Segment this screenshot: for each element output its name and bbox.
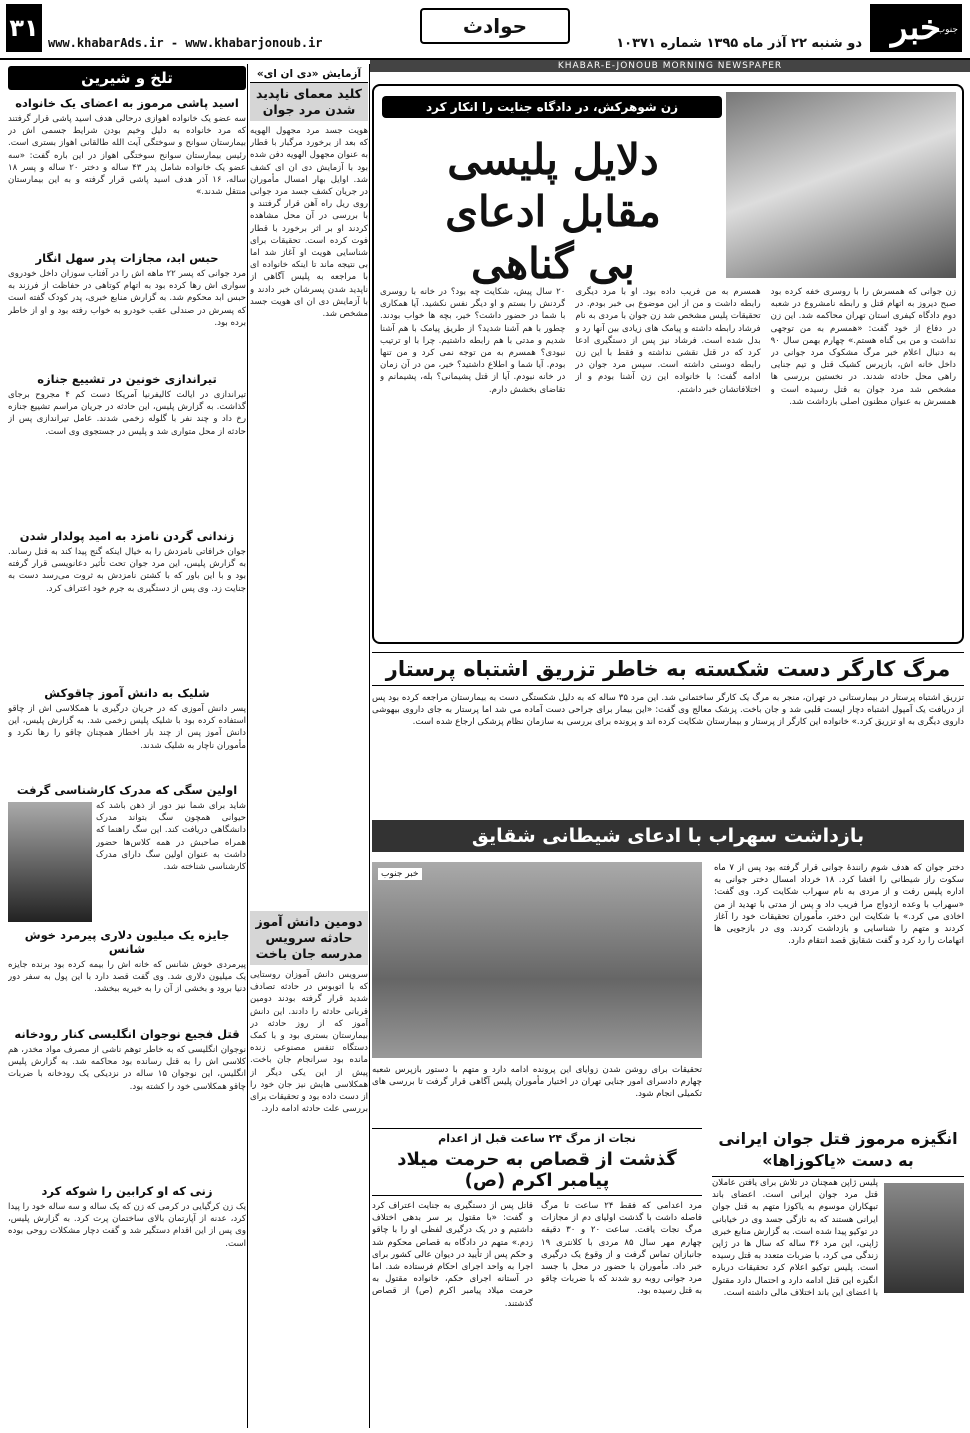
story-text: مرد اعدامی که فقط ۲۴ ساعت تا مرگ فاصله داشت با گذشت اولیای دم از مجازات مرگ نجات یافت. ساعت ۲۰ و ۳۰ دقیقه چهارم مهر سال ۸۵ مردی با کلانتری ۱۹ جانبازان تماس گرفت و از وقوع یک درگیری خبر داد. مأموران با حضور در محل با جسد مرد جوانی روبه رو شدند که با ضربات چاقو به قتل رسیده بود. bbox=[541, 1201, 702, 1297]
short-news-title: زنی که او کرابین را شوکه کرد bbox=[41, 1184, 213, 1198]
yakuza-murder-story bbox=[712, 1128, 964, 1428]
short-news-item bbox=[8, 529, 246, 680]
feature-story bbox=[372, 84, 964, 644]
courtroom-photo bbox=[726, 92, 956, 278]
short-news-text: تیراندازی در ایالت کالیفرنیا آمریکا دست کم ۴ مجروح برجای گذاشت. به گزارش پلیس، این حادثه در جریان مراسم تشییع جنازه رخ داد و چند نفر با گلوله زخمی شدند. عامل تیراندازی پس از حادثه از محل متواری شد و پلیس در جستجوی وی است. bbox=[8, 390, 246, 437]
section-title: حوادث bbox=[420, 8, 570, 44]
short-news-title: شلیک به دانش آموز چاقوکش bbox=[44, 686, 210, 700]
short-news-item bbox=[8, 686, 246, 777]
story-body bbox=[372, 692, 964, 802]
story-headline: مرگ کارگر دست شکسته به خاطر تزریق اشتباه پرستار bbox=[372, 652, 964, 686]
short-news-title: تیراندازی خونین در تشییع جنازه bbox=[37, 372, 217, 386]
story-text: پلیس ژاپن همچنان در تلاش برای یافتن عاملان قتل مرد جوان ایرانی است. اعضای باند تبهکاران موسوم به یاکوزا متهم به قتل جوان ایرانی هستند که به تازگی جسد وی در خیابانی در توکیو پیدا شده است. به گزارش منابع خبری ژاپنی، این مرد ۳۶ ساله که سال ها در ژاپن زندگی می کرد، با ضربات متعدد به قتل رسیده است. پلیس توکیو اعلام کرد تحقیقات درباره انگیزه این قتل ادامه دارد و احتمال دارد مقتول با اعضای این باند اختلاف مالی داشته است. bbox=[712, 1178, 879, 1298]
short-news-item bbox=[8, 251, 246, 366]
article-body: هویت جسد مرد مجهول الهویه که بعد از برخورد مرگبار با قطار به عنوان مجهول الهویه دفن شده بود با آزمایش دی ان ای کشف شد. اوایل بهار امسال مأموران در جریان کشف جسد مرد جوانی روی ریل راه آهن قرار گرفتند و با بررسی در آن محل مشاهده کردند او بر اثر برخورد با قطار فوت کرده است. تحقیقات برای شناسایی هویت او آغاز شد اما بی نتیجه ماند تا اینکه خانواده ای با مراجعه به پلیس آگاهی از ناپدید شدن پسرشان خبر دادند و با آزمایش دی ان ای هویت جسد مشخص شد. bbox=[250, 126, 368, 320]
short-news-text: پسر دانش آموزی که در جریان درگیری با همکلاسی اش از چاقو استفاده کرده بود با شلیک پلیس زخمی شد. به گزارش پلیس، این دانش آموز پس از چند بار اخطار همچنان چاقو را رها نکرد و مأموران ناچار به شلیک شدند. bbox=[8, 704, 246, 751]
story-headline: گذشت از قصاص به حرمت میلاد پیامبر اکرم (ص) bbox=[372, 1145, 702, 1196]
feature-column: ۲۰ سال پیش، شکایت چه بود؟ در خانه با روسری گردنش را بستم و او دیگر نفس نکشید. آیا همکاری با شما در حضور داشت؟ خیر، بچه ها خواب بودند. چطور با هم آشنا شدید؟ از طریق پیامک با هم آشنا شدیم و مدتی با هم رابطه داشتیم. چرا با او ترتیب نبودی؟ همسرم به من توجه نمی کرد و من تنها بودم. آیا شما و اطلاع داشتید؟ خیر، من در آن زمان در خانه نبودم. آیا از قتل پشیمانی؟ بله، پشیمانم و تقاضای بخشش دارم. bbox=[380, 287, 566, 395]
feature-headline bbox=[388, 134, 718, 290]
feature-body bbox=[380, 286, 956, 636]
arrest-story bbox=[372, 820, 964, 1120]
suspect-photo bbox=[372, 862, 702, 1058]
article-title: دومین دانش آموز حادثه سرویس مدرسه جان باخت bbox=[250, 911, 368, 965]
logo-text: خبر bbox=[890, 8, 942, 48]
feature-column: همسرم به من فریب داده بود. او با مرد دیگری رابطه داشت و من از این موضوع بی خبر بودم. در تحقیقات پلیس مشخص شد زن جوان با مردی به نام فرشاد رابطه داشته و پیامک های زیادی بین آنها رد و بدل شده است. فرشاد نیز پس از دستگیری ادعا کرد که در قتل نقشی نداشته و فقط با این زن رابطه دوستی داشته است. سپس مرد جوان در ادامه گفت: با خانواده این زن آشنا بودم و از اختلافاتشان خبر داشتم. bbox=[575, 287, 761, 395]
english-banner: KHABAR-E-JONOUB MORNING NEWSPAPER bbox=[370, 60, 970, 72]
short-news-title: زندانی گردن نامزد به امید پولدار شدن bbox=[19, 529, 235, 543]
short-news-text: نوجوان انگلیسی که به خاطر توهم ناشی از مصرف مواد مخدر، هم کلاسی اش را به قتل رسانده بود محاکمه شد. به گزارش پلیس انگلیس، این نوجوان ۱۵ ساله در نزدیکی یک رودخانه با ضربات چاقو همکلاسی خود را کشته بود. bbox=[8, 1045, 246, 1092]
headline-line: بی گناهی bbox=[471, 239, 635, 288]
short-news-title: اسید پاشی مرموز به اعضای یک خانواده bbox=[15, 96, 239, 110]
website-links[interactable]: www.khabarAds.ir - www.khabarjonoub.ir bbox=[48, 36, 323, 50]
dog-graduate-photo bbox=[8, 802, 92, 922]
short-news-title: قتل فجیع نوجوان انگلیسی کنار رودخانه bbox=[14, 1027, 240, 1041]
execution-pardon-story bbox=[372, 1128, 702, 1433]
story-text: دختر جوان که هدف شوم رانندهٔ جوانی قرار گرفته بود پس از ۷ ماه سکوت راز شیطانی را افشا کرد. ۱۸ خرداد امسال دختر جوانی به اداره پلیس رفت و از مردی به نام سهراب شکایت کرد. وی گفت: «سهراب با وعده ازدواج مرا فریب داد و پس از مدتی با تهدید از من اخاذی می کرد.» با شکایت این دختر، مأموران تحقیقات خود را آغاز کردند و متهم را شناسایی و بازداشت کردند. وی در بازجویی ها اتهامات را رد کرد و گفت شقایق قصد انتقام دارد. bbox=[714, 863, 964, 947]
story-headline: انگیزه مرموز قتل جوان ایرانی به دست «یاکوزاها» bbox=[712, 1128, 964, 1177]
story-kicker: نجات از مرگ ۲۴ ساعت قبل از اعدام bbox=[372, 1128, 702, 1145]
short-news-text: جوان خرافاتی نامزدش را به خیال اینکه گنج پیدا کند به قتل رساند. به گزارش پلیس، این مرد جوان تحت تأثیر دعانویسی قرار گرفته بود و با این باور که با کشتن نامزدش به ثروت می‌رسد دست به جنایت زد. وی پس از دستگیری به جرم خود اعتراف کرد. bbox=[8, 547, 246, 594]
short-news-item bbox=[8, 928, 246, 1021]
story-text: تزریق اشتباه پرستار در بیمارستانی در تهران، منجر به مرگ یک کارگر ساختمانی شد. این مرد ۳۵ ساله که به دلیل شکستگی دست به بیمارستان مراجعه کرده بود پس از دریافت یک آمپول اشتباه دچار ایست قلبی شد و جان باخت. پزشک معالج وی گفت: «این بیمار برای جراحی دست آماده می شد اما پرستار به جای داروی بیهوشی داروی دیگری به او تزریق کرد.» خانواده این کارگر از پرستار و بیمارستان شکایت کرده اند و پرونده برای بررسی به سازمان نظام پزشکی ارجاع شده است. bbox=[372, 693, 964, 728]
short-news-title: حبس ابد، مجازات پدر سهل انگار bbox=[35, 251, 219, 265]
short-news-title: اولین سگی که مدرک کارشناسی گرفت bbox=[16, 783, 238, 797]
middle-column bbox=[250, 66, 368, 1426]
page-header bbox=[0, 0, 970, 60]
headline-line: مقابل ادعای bbox=[445, 187, 661, 236]
feature-kicker: زن شوهرکش، در دادگاه جنایت را انکار کرد bbox=[382, 96, 722, 118]
column-divider bbox=[369, 64, 370, 1428]
short-news-item bbox=[8, 372, 246, 523]
short-news-item bbox=[8, 1184, 246, 1275]
story-body bbox=[372, 1200, 702, 1433]
short-news-text: یک زن کرگیایی در کرمی که زن که یک ساله و سه ساله خود را پیدا کرد، عدنه از آپارتمان بالای ساختمان پرت کرد. به گزارش پلیس، وی پس از این اقدام دستگیر شد و گفت دچار مشکلات روحی بوده است. bbox=[8, 1202, 246, 1249]
short-news-heading: تلخ و شیرین bbox=[8, 66, 246, 90]
feature-column: زن جوانی که همسرش را با روسری خفه کرده بود صبح دیروز به اتهام قتل و رابطه نامشروع در شعبه دوم دادگاه کیفری استان تهران محاکمه شد. این زن در دفاع از خود گفت: «همسرم به من توجهی نداشت و من بی گناه هستم.» چهارم بهمن سال ۹۰ به دنبال اعلام خبر مرگ مشکوک مرد جوانی در داخل خانه اش، بازپرس کشیک قتل و تیم جنایی راهی محل حادثه شدند. در نخستین بررسی ها مشخص شد مرد جوان به قتل رسیده است و همسرش به عنوان مظنون اصلی بازداشت شد. bbox=[770, 287, 956, 407]
photo-watermark: خبر جنوب bbox=[378, 868, 422, 880]
short-news-item bbox=[8, 96, 246, 245]
short-news-text: شاید برای شما نیز دور از ذهن باشد که حیوانی همچون سگ بتواند مدرک دانشگاهی دریافت کند. این سگ راهنما که همراه صاحبش در همه کلاس‌ها حضور داشت به عنوان اولین سگ دارای مدرک کارشناسی شناخته شد. bbox=[96, 801, 246, 873]
story-headline: بازداشت سهراب با ادعای شیطانی شقایق bbox=[372, 820, 964, 852]
logo-subtitle: جنوب bbox=[936, 25, 958, 35]
short-news-text: مرد جوانی که پسر ۲۲ ماهه اش را در آفتاب سوزان داخل خودروی سواری اش رها کرده بود به اتهام کوتاهی در حفاظت از فرزند به حبس ابد محکوم شد. به گزارش منابع خبری، پدر کودک گفته است که پسرش در صندلی عقب خودرو به خواب رفته بود و او از خاطر برده بود. bbox=[8, 269, 246, 328]
issue-date: دو شنبه ۲۲ آذر ماه ۱۳۹۵ شماره ۱۰۳۷۱ bbox=[616, 36, 862, 51]
story-text: تحقیقات برای روشن شدن زوایای این پرونده ادامه دارد و متهم با دستور بازپرس شعبه چهارم دادسرای امور جنایی تهران در اختیار مأموران پلیس آگاهی قرار گرفت تا بررسی های تکمیلی انجام شود. bbox=[372, 1065, 702, 1100]
story-text: قاتل پس از دستگیری به جنایت اعتراف کرد و گفت: «با مقتول بر سر بدهی اختلاف داشتیم و در یک درگیری لفظی او را با چاقو زدم.» متهم در دادگاه به قصاص محکوم شد و حکم پس از تأیید در دیوان عالی کشور برای اجرا به واحد اجرای احکام فرستاده شد. اما در آستانه اجرای حکم، خانواده مقتول به حرمت میلاد پیامبر اکرم (ص) از قصاص گذشتند. bbox=[372, 1201, 533, 1309]
short-news-title: جایزه یک میلیون دلاری پیرمرد خوش شانس bbox=[24, 928, 230, 956]
column-divider bbox=[247, 64, 248, 1428]
article-kicker: آزمایش «دی ان ای» bbox=[250, 66, 368, 83]
page-number: ۳۱ bbox=[6, 4, 42, 52]
short-news-text: پیرمردی خوش شانس که خانه اش را بیمه کرده بود برنده جایزه یک میلیون دلاری شد. وی گفت قصد دارد با این پول به سفر دور دنیا برود و بخشی از آن را به خیریه ببخشد. bbox=[8, 960, 246, 995]
short-news-item bbox=[8, 1027, 246, 1178]
newspaper-logo[interactable] bbox=[870, 4, 962, 52]
article-body: سرویس دانش آموزان روستایی که با اتوبوس در حادثه تصادف شدید قرار گرفته بودند دومین قربانی حادثه را دادند. این دانش آموز که از روز حادثه در بیمارستان بستری بود و با کمک دستگاه تنفس مصنوعی زنده مانده بود سرانجام جان باخت. پیش از این یکی دیگر از همکلاسی هایش نیز جان خود را از دست داده بود و تحقیقات برای بررسی علت حادثه ادامه دارد. bbox=[250, 970, 368, 1115]
short-news-item bbox=[8, 783, 246, 922]
victim-photo bbox=[884, 1183, 964, 1293]
nurse-error-story bbox=[372, 652, 964, 812]
headline-line: دلایل پلیسی bbox=[447, 135, 659, 184]
article-title: کلید معمای ناپدید شدن مرد جوان bbox=[250, 83, 368, 121]
short-news-text: سه عضو یک خانواده اهوازی درحالی هدف اسید پاشی قرار گرفتند که مرد خانواده به دلیل وخیم بودن شرایط جسمی اش در بیمارستان سوانح و سوختگی آیت الله طالقانی اهواز بستری است. رئیس بیمارستان سوانح سوختگی اهواز در این باره گفت: «سه عضو یک خانواده شامل پدر ۴۳ ساله و دختر ۲۰ ساله و پسر ۱۸ ساله، ۱۶ آذر هدف اسید پاشی قرار گرفته و به این بیمارستان منتقل شدند.» bbox=[8, 114, 246, 198]
short-news-column bbox=[8, 66, 246, 1426]
